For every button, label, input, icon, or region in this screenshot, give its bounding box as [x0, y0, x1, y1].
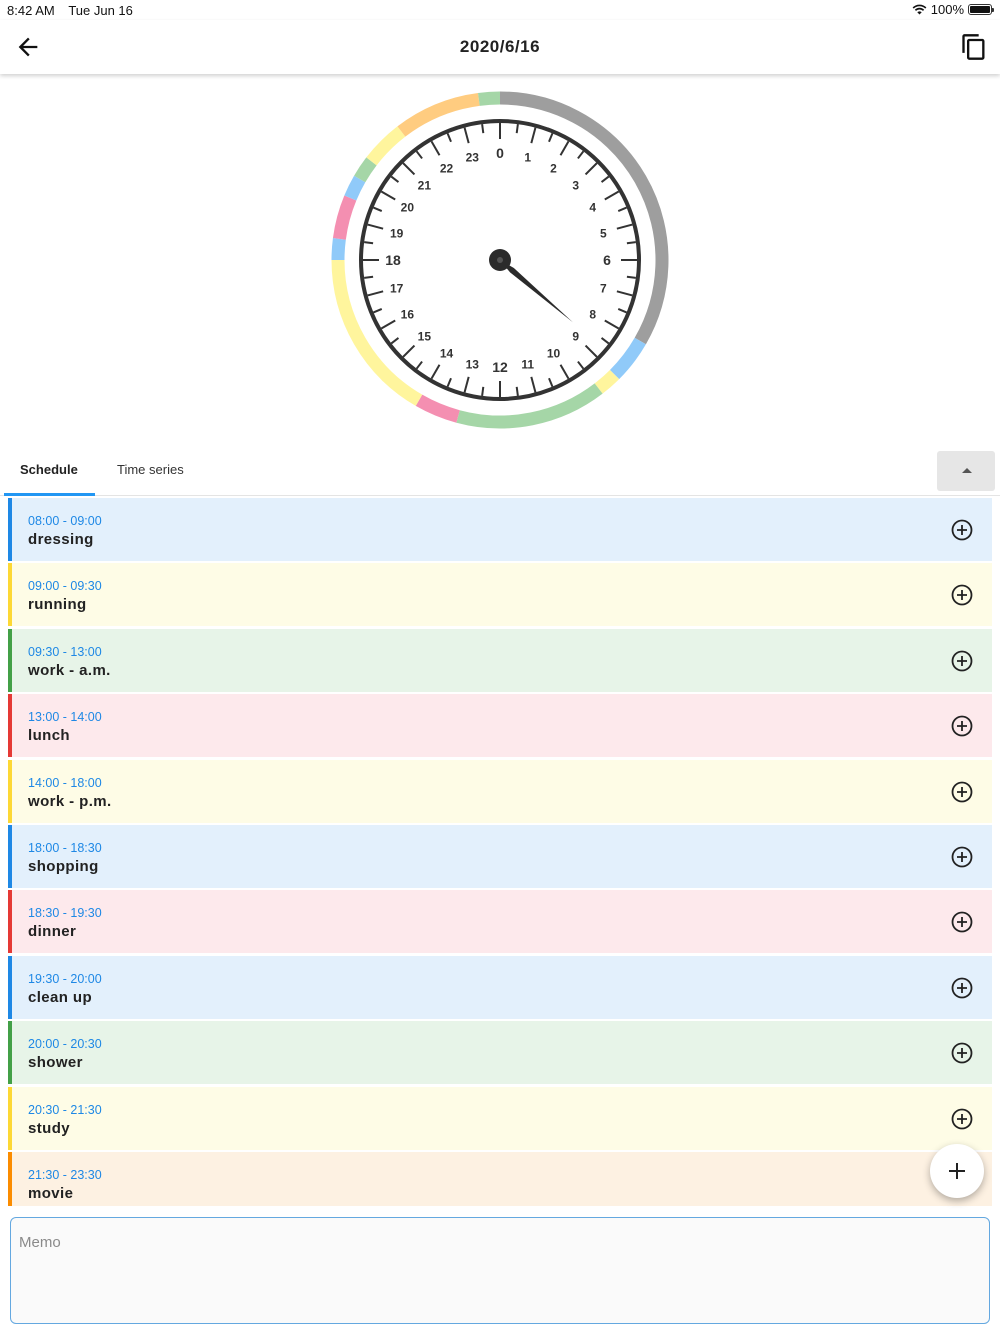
- clock-ring-segment: [350, 179, 359, 198]
- clock-ring-segment: [419, 400, 458, 416]
- schedule-time: 14:00 - 18:00: [28, 775, 102, 790]
- hour-label: 14: [439, 346, 454, 361]
- hour-label: 13: [465, 357, 479, 372]
- wifi-icon: [912, 4, 927, 15]
- schedule-time: 08:00 - 09:00: [28, 514, 102, 528]
- plus-circle-icon[interactable]: [950, 1041, 974, 1065]
- schedule-name: study: [28, 1119, 71, 1137]
- day-clock: [325, 85, 675, 435]
- triangle-up-icon: [962, 468, 972, 473]
- schedule-item[interactable]: [8, 1021, 992, 1084]
- schedule-item[interactable]: [8, 760, 992, 823]
- battery-percent: 100%: [930, 2, 964, 17]
- schedule-item[interactable]: [8, 629, 992, 692]
- hour-label: 8: [589, 307, 597, 322]
- schedule-item[interactable]: [8, 825, 992, 888]
- schedule-time: 21:30 - 23:30: [28, 1168, 102, 1182]
- hour-label: 17: [389, 281, 404, 296]
- hour-label: 4: [589, 200, 597, 215]
- add-schedule-button[interactable]: [930, 1144, 984, 1198]
- schedule-time: 20:30 - 21:30: [28, 1102, 102, 1117]
- hour-label: 11: [521, 357, 535, 372]
- hour-label: 9: [572, 329, 580, 344]
- plus-circle-icon[interactable]: [950, 1107, 974, 1131]
- memo-field[interactable]: [11, 1218, 989, 1323]
- schedule-name: clean up: [28, 988, 93, 1006]
- schedule-time: 18:30 - 19:30: [28, 906, 102, 921]
- plus-circle-icon[interactable]: [950, 714, 974, 738]
- clock-ring-segment: [339, 198, 350, 239]
- schedule-item[interactable]: [8, 498, 992, 561]
- clock-tick: [482, 387, 483, 396]
- schedule-item[interactable]: [8, 563, 992, 626]
- schedule-name: dressing: [28, 531, 94, 548]
- hour-label: 21: [417, 178, 432, 193]
- clock-tick: [627, 277, 636, 278]
- schedule-name: lunch: [28, 727, 70, 745]
- status-time: 8:42 AM: [7, 3, 55, 18]
- clock-tick: [364, 277, 373, 278]
- plus-circle-icon[interactable]: [950, 845, 974, 869]
- plus-icon: [946, 1160, 968, 1182]
- schedule-time: 20:00 - 20:30: [28, 1037, 102, 1052]
- battery-icon: [968, 4, 992, 15]
- hour-label: 16: [400, 307, 415, 322]
- app-bar: [0, 20, 1000, 74]
- memo-box: [10, 1217, 990, 1324]
- page-title: 2020/6/16: [459, 37, 541, 56]
- hour-label: 6: [603, 252, 611, 268]
- plus-circle-icon[interactable]: [950, 583, 974, 607]
- hour-label: 5: [600, 226, 607, 241]
- schedule-time: 13:00 - 14:00: [28, 710, 102, 725]
- plus-circle-icon[interactable]: [950, 976, 974, 1000]
- hour-label: 22: [439, 161, 454, 176]
- schedule-item[interactable]: [8, 1152, 992, 1206]
- schedule-time: 09:00 - 09:30: [28, 579, 102, 594]
- schedule-name: dinner: [28, 923, 77, 941]
- tab-schedule[interactable]: Schedule: [20, 462, 78, 477]
- tab-indicator: [4, 493, 95, 496]
- hour-label: 1: [524, 150, 532, 165]
- hour-label: 3: [572, 178, 580, 193]
- plus-circle-icon[interactable]: [950, 910, 974, 934]
- clock-tick: [364, 242, 373, 243]
- schedule-name: running: [28, 596, 87, 614]
- hour-label: 0: [496, 145, 504, 161]
- schedule-item[interactable]: [8, 1087, 992, 1150]
- clock-tick: [517, 387, 518, 396]
- schedule-time: 18:00 - 18:30: [28, 841, 102, 855]
- plus-circle-icon[interactable]: [950, 649, 974, 673]
- schedule-name: movie: [28, 1185, 74, 1202]
- hour-label: 15: [417, 329, 432, 344]
- clock-tick: [627, 242, 636, 243]
- schedule-item[interactable]: [8, 956, 992, 1019]
- clock-hub-center: [497, 257, 503, 263]
- clock-tick: [482, 124, 483, 133]
- clock-ring-segment: [615, 341, 641, 375]
- plus-circle-icon[interactable]: [950, 518, 974, 542]
- hour-label: 18: [385, 252, 401, 268]
- hour-label: 2: [550, 161, 557, 176]
- copy-icon[interactable]: [960, 33, 988, 61]
- status-bar: [0, 0, 1000, 20]
- schedule-list: [8, 498, 992, 1206]
- hour-label: 12: [492, 359, 508, 375]
- schedule-name: shopping: [28, 858, 99, 875]
- hour-label: 7: [600, 281, 607, 296]
- hour-label: 19: [389, 226, 404, 241]
- clock-tick: [517, 124, 518, 133]
- hour-label: 23: [465, 150, 479, 165]
- plus-circle-icon[interactable]: [950, 780, 974, 804]
- schedule-name: work - p.m.: [28, 792, 112, 810]
- clock-ring-segment: [371, 131, 401, 161]
- clock-ring-segment: [338, 239, 339, 260]
- hour-label: 10: [546, 346, 561, 361]
- schedule-name: shower: [28, 1054, 83, 1072]
- tab-bar: [0, 446, 1000, 496]
- schedule-item[interactable]: [8, 890, 992, 953]
- clock-face: [325, 85, 675, 435]
- schedule-time: 19:30 - 20:00: [28, 971, 102, 986]
- clock-ring-segment: [360, 161, 372, 179]
- clock-ring-segment: [599, 375, 615, 389]
- schedule-item[interactable]: [8, 694, 992, 757]
- tab-time-series[interactable]: Time series: [117, 462, 184, 477]
- schedule-name: work - a.m.: [28, 661, 111, 679]
- collapse-button[interactable]: [937, 451, 995, 491]
- schedule-time: 09:30 - 13:00: [28, 644, 102, 659]
- status-date: Tue Jun 16: [68, 3, 133, 18]
- hour-label: 20: [400, 200, 415, 215]
- clock-ring-segment: [479, 98, 500, 99]
